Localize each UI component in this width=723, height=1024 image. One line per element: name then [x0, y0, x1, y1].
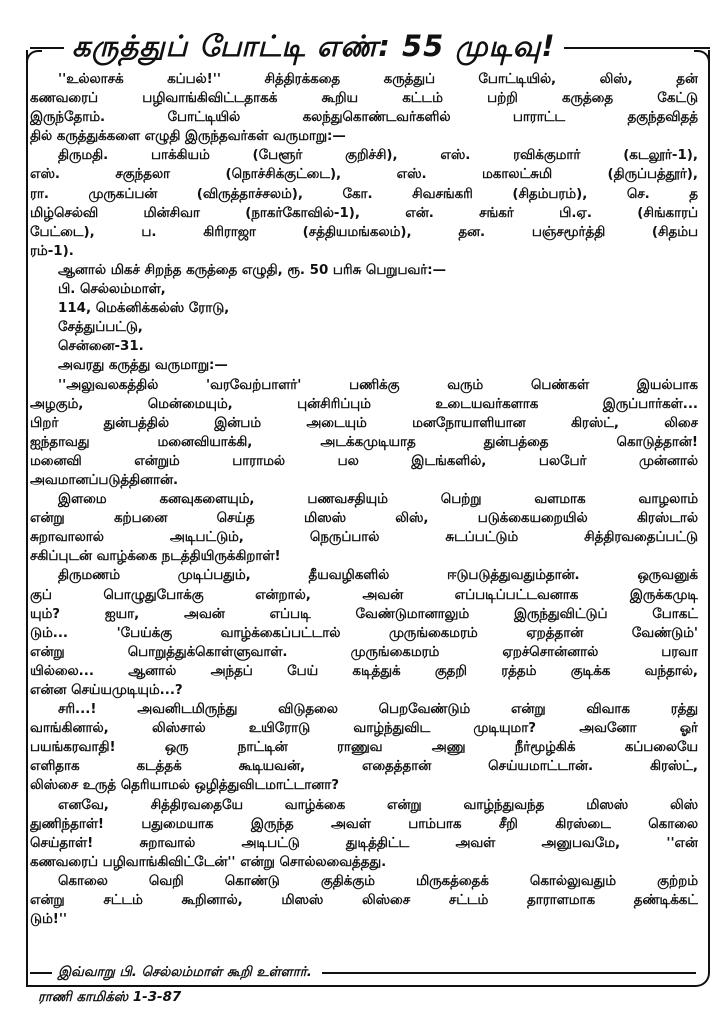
paragraph	[30, 318, 698, 337]
paragraph-line: சகிப்புடன் வாழ்க்கை நடத்தியிருக்கிறாள்!	[30, 549, 281, 565]
paragraph-line: அவரது கருத்து வருமாறு:—	[58, 358, 228, 374]
paragraph-line: எஸ். சகுந்தலா (நொச்சிக்குட்டை), எஸ். மகாலட்சுமி (திருப்பத்தூர்),	[30, 167, 698, 183]
paragraph-line: எனவே, சித்திரவதையே வாழ்க்கை என்று வாழ்ந்துவந்த மிஸஸ் லிஸ்	[58, 797, 698, 813]
source-citation: ராணி காமிக்ஸ் 1-3-87	[38, 990, 182, 1005]
paragraph-line: அவமானப்படுத்தினான்.	[30, 472, 179, 488]
paragraph-line: சேத்துப்பட்டு,	[58, 320, 143, 336]
paragraph-line: குப் பொழுதுபோக்கு என்றால், அவன் எப்படிப்பட்டவனாக இருக்கமுடி	[30, 587, 698, 603]
paragraph-line: துணிந்தாள்! பதுமையாக இருந்த அவள் பாம்பாக சீறி கிரஸ்டை கொலை	[30, 816, 698, 832]
signature-rule-left	[30, 972, 52, 974]
paragraph-line: டும்... 'பேய்க்கு வாழ்க்கைப்பட்டால் முருங்கைமரம் ஏறத்தான் வேண்டும்'	[30, 625, 698, 641]
paragraph-line: ரா. முருகப்பன் (விருத்தாச்சலம்), கோ. சிவசங்கரி (சிதம்பரம்), செ. த	[30, 186, 698, 202]
paragraph-line: கணவரைப் பழிவாங்கிவிட்டதாகக் கூறிய கட்டம் பற்றி கருத்தை கேட்டு	[30, 91, 698, 107]
paragraph	[30, 337, 698, 356]
paragraph	[30, 280, 698, 299]
paragraph-line: யில்லை... ஆனால் அந்தப் பேய் கடித்துக் குதறி ரத்தம் குடிக்க வந்தால்,	[30, 663, 698, 679]
paragraph-line: தில் கருத்துக்களை எழுதி இருந்தவர்கள் வருமாறு:—	[30, 129, 346, 145]
paragraph-line: லிஸ்சை உருத் தெரியாமல் ஒழித்துவிடமாட்டானா?	[30, 778, 339, 794]
signature-line	[30, 965, 710, 981]
paragraph	[30, 376, 698, 491]
paragraph	[30, 146, 698, 261]
signature-text: இவ்வாறு பி. செல்லம்மாள் கூறி உள்ளார்.	[58, 965, 312, 980]
signature-rule-right	[322, 972, 696, 974]
paragraph	[30, 261, 698, 280]
paragraph-line: திருமணம் முடிப்பதும், தீயவழிகளில் ஈடுபடுத்துவதும்தான். ஒருவனுக்	[58, 568, 698, 584]
paragraph-line: என்ன செய்யமுடியும்...?	[30, 683, 183, 698]
paragraph	[30, 70, 698, 146]
title-text: கருத்துப் போட்டி எண்: 55 முடிவு!	[72, 29, 556, 63]
paragraph-line: 114, மெக்னிக்கல்ஸ் ரோடு,	[58, 301, 230, 317]
paragraph-line: சுறாவாலால் அடிபட்டும், நெருப்பால் சுடப்பட்டும் சித்திரவதைப்பட்டு	[30, 530, 698, 546]
paragraph-line: கணவரைப் பழிவாங்கிவிட்டேன்'' என்று சொல்லவைத்தது.	[30, 854, 387, 870]
paragraph-line: ''அலுவலகத்தில் 'வரவேற்பாளர்' பணிக்கு வரும் பெண்கள் இயல்பாக	[58, 377, 698, 393]
paragraph-line: திருமதி. பாக்கியம் (பேளூர் குறிச்சி), எஸ். ரவிக்குமார் (கடலூர்-1),	[58, 148, 698, 164]
paragraph-line: அழகும், மென்மையும், புன்சிரிப்பும் உடையவர்களாக இருப்பார்கள்...	[30, 396, 698, 412]
paragraph-line: பிறர் துன்பத்தில் இன்பம் அடையும் மனநோயாளியான கிரஸ்ட், லிசை	[30, 415, 698, 431]
paragraph-line: செய்தாள்! சுறாவால் அடிபட்டு துடித்திட்ட அவள் அனுபவமே, ''என்	[30, 835, 698, 851]
paragraph-line: இருந்தோம். போட்டியில் கலந்துகொண்டவர்களில் பாராட்ட தகுந்தவிதத்	[30, 110, 698, 126]
paragraph-line: ஆனால் மிகச் சிறந்த கருத்தை எழுதி, ரூ. 50 பரிசு பெறுபவர்:—	[58, 262, 447, 278]
paragraph	[30, 299, 698, 318]
paragraph-line: சரி...! அவனிடமிருந்து விடுதலை பெறவேண்டும் என்று விவாக ரத்து	[58, 702, 698, 718]
title-rule-left	[30, 47, 64, 49]
paragraph-line: மனைவி என்றும் பாராமல் பல இடங்களில், பலபேர் முன்னால்	[30, 453, 698, 469]
paragraph-line: மிழ்செல்வி மின்சிவா (நாகர்கோவில்-1), என். சங்கர் பி.ஏ. (சிங்காரப்	[30, 205, 698, 221]
paragraph	[30, 490, 698, 566]
paragraph-line: என்று சட்டம் கூறினால், மிஸஸ் லிஸ்சை சட்டம் தாராளமாக தண்டிக்கட்	[30, 893, 698, 909]
paragraph-line: கொலை வெறி கொண்டு குதிக்கும் மிருகத்தைக் கொல்லுவதும் குற்றம்	[58, 873, 698, 889]
paragraph-line: ''உல்லாசக் கப்பல்!'' சித்திரக்கதை கருத்துப் போட்டியில், லிஸ், தன்	[58, 72, 698, 87]
paragraph-line: யும்? ஐயா, அவன் எப்படி வேண்டுமானாலும் இருந்துவிட்டுப் போகட்	[30, 606, 698, 622]
paragraph-line: பயங்கரவாதி! ஒரு நாட்டின் ராணுவ அணு நீர்மூழ்கிக் கப்பலையே	[30, 740, 698, 756]
paragraph-line: பேட்டை), ப. கிரிராஜா (சத்தியமங்கலம்), தன. பஞ்சமூர்த்தி (சிதம்ப	[30, 224, 698, 240]
paragraph-line: ரம்-1).	[30, 243, 74, 259]
paragraph	[30, 356, 698, 375]
paragraph-line: என்று கற்பனை செய்த மிஸஸ் லிஸ், படுக்கையறையில் கிரஸ்டால்	[30, 511, 698, 527]
paragraph	[30, 700, 698, 795]
paragraph	[30, 872, 698, 929]
paragraph-line: பி. செல்லம்மாள்,	[58, 282, 166, 298]
article-body	[30, 70, 698, 929]
title-rule-right	[564, 47, 710, 49]
paragraph-line: இளமை கனவுகளையும், பணவசதியும் பெற்று வளமாக வாழலாம்	[58, 492, 698, 508]
paragraph-line: வாங்கினால், லிஸ்சால் உயிரோடு வாழ்ந்துவிட முடியுமா? அவனோ ஓர்	[30, 721, 698, 737]
paragraph	[30, 796, 698, 872]
paragraph-line: டும்!''	[30, 912, 68, 928]
paragraph-line: சென்னை-31.	[58, 339, 144, 355]
paragraph-line: என்று பொறுத்துக்கொள்ளுவாள். முருங்கைமரம் ஏறச்சொன்னால் பரவா	[30, 644, 698, 660]
paragraph-line: ஐந்தாவது மனைவியாக்கி, அடக்கமுடியாத துன்பத்தை கொடுத்தான்!	[30, 434, 698, 450]
paragraph	[30, 566, 698, 700]
paragraph-line: எளிதாக கடத்தக் கூடியவன், எதைத்தான் செய்யமாட்டான். கிரஸ்ட்,	[30, 759, 698, 775]
